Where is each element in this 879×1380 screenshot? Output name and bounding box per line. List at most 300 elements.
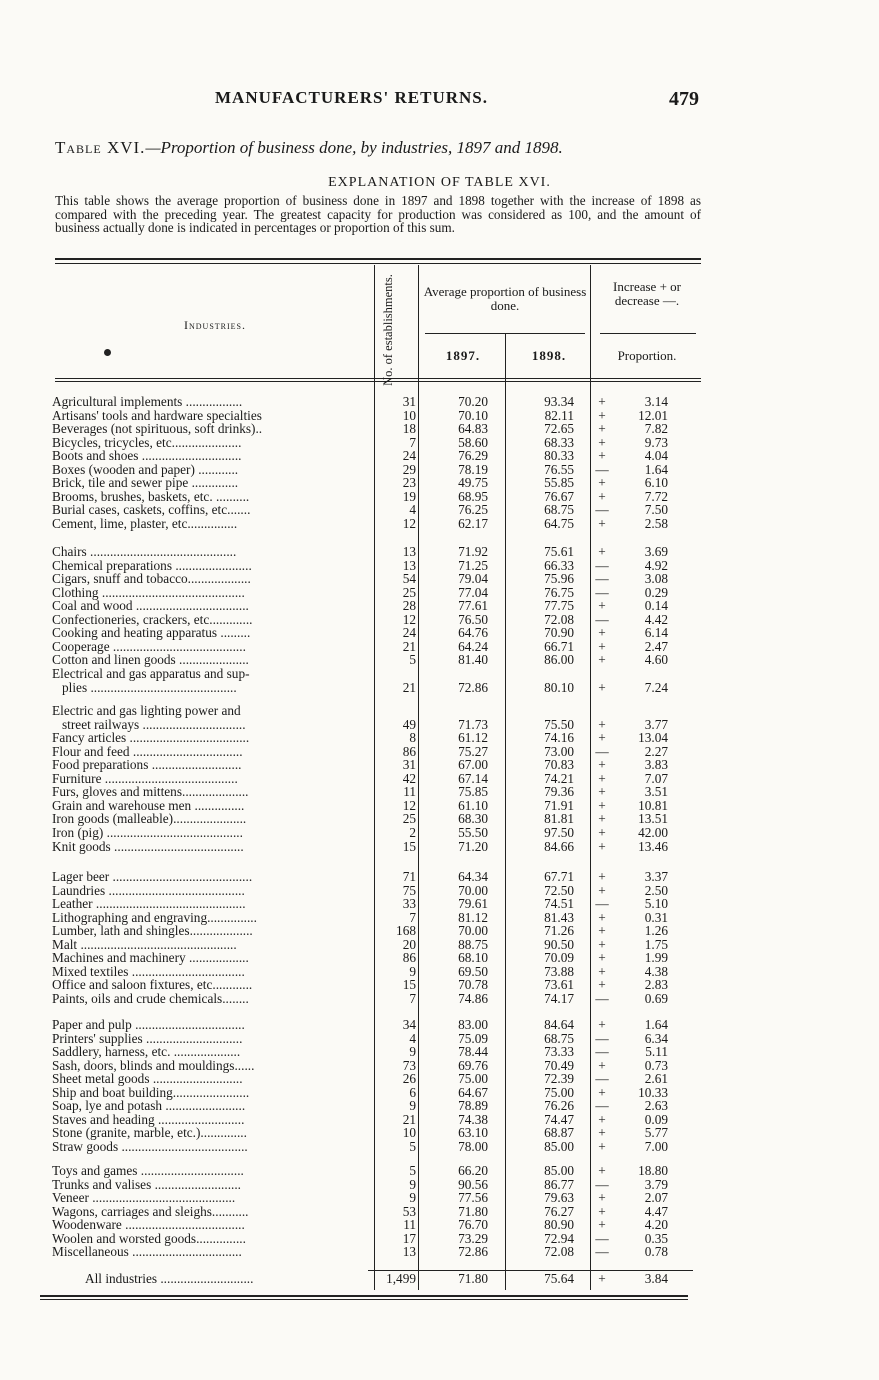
change-sign-cell: +	[598, 421, 606, 437]
change-sign-cell: +	[598, 1111, 606, 1127]
establishments-cell: 23	[402, 475, 416, 491]
change-value-cell: 2.50	[644, 882, 668, 898]
change-sign-cell: —	[595, 896, 609, 912]
proportion-1897-cell: 77.56	[458, 1190, 488, 1206]
change-value-cell: 4.04	[644, 448, 668, 464]
header-1897: 1897.	[445, 348, 481, 363]
change-value-cell: 6.14	[644, 625, 668, 641]
proportion-1897-cell: 76.70	[458, 1217, 488, 1233]
proportion-1898-cell: 84.66	[544, 838, 574, 854]
change-value-cell: 4.60	[644, 652, 668, 668]
change-sign-cell: +	[598, 1163, 606, 1178]
proportion-1897-cell: 71.80	[458, 1203, 488, 1219]
change-value-cell: 3.08	[644, 571, 668, 587]
proportion-1897-cell: 88.75	[458, 936, 488, 952]
proportion-1898-cell: 76.67	[544, 488, 574, 504]
establishments-cell: 73	[402, 1057, 416, 1073]
proportion-1897-cell: 75.27	[458, 743, 488, 759]
proportion-1898-cell: 68.75	[544, 502, 574, 518]
establishments-cell: 54	[402, 571, 416, 587]
proportion-1898-cell: 72.94	[544, 1230, 574, 1246]
proportion-1898-cell: 81.43	[544, 909, 574, 925]
table-top-rule-thin	[55, 263, 701, 264]
industry-cell: Flour and feed .................................	[52, 743, 243, 759]
table-row	[0, 840, 879, 854]
change-value-cell: 7.00	[644, 1139, 668, 1154]
establishments-cell: 26	[402, 1071, 416, 1087]
industry-cell: plies ............................................	[62, 679, 237, 695]
industry-cell: Sash, doors, blinds and mouldings......	[52, 1057, 255, 1073]
proportion-1898-cell: 75.96	[544, 571, 574, 587]
total-row	[0, 1272, 879, 1286]
proportion-1897-cell: 64.83	[458, 421, 488, 437]
change-value-cell: 3.69	[644, 544, 668, 559]
proportion-1898-cell: 71.91	[544, 797, 574, 813]
table-row	[0, 826, 879, 840]
industry-cell: Wagons, carriages and sleighs...........	[52, 1203, 249, 1219]
proportion-1898-cell: 77.75	[544, 598, 574, 614]
proportion-1898-cell: 74.16	[544, 730, 574, 746]
establishments-cell: 20	[402, 936, 416, 952]
proportion-1897-cell: 70.10	[458, 407, 488, 423]
header-average-proportion: Average proportion of business done.	[423, 284, 587, 313]
establishments-cell: 33	[402, 896, 416, 912]
establishments-cell: 11	[403, 784, 416, 800]
table-row	[0, 395, 879, 409]
industry-cell: Boxes (wooden and paper) ............	[52, 461, 239, 477]
establishments-cell: 86	[402, 743, 416, 759]
table-row	[0, 1018, 879, 1032]
proportion-1897-cell: 78.89	[458, 1098, 488, 1114]
proportion-1897-cell: 75.85	[458, 784, 488, 800]
proportion-1898-cell: 74.21	[544, 770, 574, 786]
establishments-cell: 24	[402, 448, 416, 464]
change-sign-cell: +	[598, 488, 606, 504]
change-sign-cell: —	[595, 743, 609, 759]
proportion-1897-cell: 76.25	[458, 502, 488, 518]
proportion-1898-cell: 80.90	[544, 1217, 574, 1233]
table-row	[0, 897, 879, 911]
industry-cell: Lager beer ..........................................	[52, 869, 253, 884]
industry-cell: Office and saloon fixtures, etc............	[52, 977, 253, 993]
industry-cell: Malt ...............................................	[52, 936, 237, 952]
proportion-1897-cell: 90.56	[458, 1176, 488, 1192]
change-value-cell: 2.58	[644, 516, 668, 531]
industry-cell: Toys and games ...............................	[52, 1163, 244, 1178]
establishments-cell: 9	[409, 1190, 416, 1206]
change-value-cell: 4.38	[644, 963, 668, 979]
change-sign-cell: +	[598, 1217, 606, 1233]
proportion-1898-cell: 80.10	[544, 679, 574, 695]
running-title: MANUFACTURERS' RETURNS.	[215, 88, 488, 107]
change-value-cell: 9.73	[644, 434, 668, 450]
industry-cell: Coal and wood ..................................	[52, 598, 249, 614]
establishments-cell: 13	[402, 544, 416, 559]
industry-cell: Chairs ............................................	[52, 544, 237, 559]
table-row	[0, 731, 879, 745]
proportion-1898-cell: 90.50	[544, 936, 574, 952]
change-value-cell: 4.42	[644, 611, 668, 627]
industry-cell: Woolen and worsted goods...............	[52, 1230, 246, 1246]
bullet-mark	[104, 349, 111, 356]
industry-cell: Iron goods (malleable)......................	[52, 811, 247, 827]
industry-cell: Mixed textiles ..................................	[52, 963, 245, 979]
change-value-cell: 5.11	[645, 1044, 668, 1060]
industry-cell: Grain and warehouse men ...............	[52, 797, 245, 813]
industry-cell: Cigars, snuff and tobacco...................	[52, 571, 251, 587]
change-value-cell: 13.04	[638, 730, 668, 746]
establishments-cell: 13	[402, 1244, 416, 1260]
proportion-1898-cell: 73.00	[544, 743, 574, 759]
proportion-1897-cell: 55.50	[458, 825, 488, 840]
change-value-cell: 2.07	[644, 1190, 668, 1206]
change-value-cell: 0.14	[644, 598, 668, 614]
industry-cell: Leather .............................................	[52, 896, 246, 912]
change-sign-cell: —	[595, 611, 609, 627]
proportion-1898-cell: 86.00	[544, 652, 574, 668]
proportion-1897-cell: 76.50	[458, 611, 488, 627]
industry-cell: Furs, gloves and mittens....................	[52, 784, 249, 800]
change-sign-cell: +	[598, 434, 606, 450]
proportion-1898-cell: 70.49	[544, 1057, 574, 1073]
proportion-1898-cell: 73.88	[544, 963, 574, 979]
establishments-cell: 168	[396, 923, 416, 939]
proportion-1897-cell: 83.00	[458, 1017, 488, 1032]
proportion-1898-cell: 74.17	[544, 991, 574, 1006]
proportion-1898-cell: 68.87	[544, 1125, 574, 1141]
establishments-cell: 11	[403, 1217, 416, 1233]
change-value-cell: 7.50	[644, 502, 668, 518]
total-label: All industries ............................	[85, 1271, 254, 1286]
industry-cell: Paints, oils and crude chemicals........	[52, 991, 249, 1006]
change-value-cell: 4.47	[644, 1203, 668, 1219]
proportion-1897-cell: 67.00	[458, 757, 488, 773]
change-value-cell: 5.10	[644, 896, 668, 912]
industry-cell: Chemical preparations .......................	[52, 557, 252, 573]
change-sign-cell: +	[598, 652, 606, 668]
proportion-1898-cell: 72.08	[544, 611, 574, 627]
change-value-cell: 42.00	[638, 825, 668, 840]
total-establishments: 1,499	[386, 1271, 416, 1286]
total-1898: 75.64	[544, 1271, 574, 1286]
proportion-1897-cell: 71.20	[458, 838, 488, 854]
proportion-1898-cell: 66.71	[544, 638, 574, 654]
change-value-cell: 3.37	[644, 869, 668, 884]
establishments-cell: 12	[402, 797, 416, 813]
change-value-cell: 3.83	[644, 757, 668, 773]
table-row	[0, 422, 879, 436]
explanation-heading: EXPLANATION OF TABLE XVI.	[328, 175, 551, 190]
industry-cell: Stone (granite, marble, etc.)..............	[52, 1125, 247, 1141]
change-value-cell: 18.80	[638, 1163, 668, 1178]
proportion-1898-cell: 70.90	[544, 625, 574, 641]
change-sign-cell: +	[598, 1057, 606, 1073]
header-industries: Industries.	[184, 318, 246, 332]
proportion-1898-cell: 76.27	[544, 1203, 574, 1219]
header-establishments: No. of establishments.	[381, 274, 395, 386]
change-sign-cell: +	[598, 598, 606, 614]
change-value-cell: 12.01	[638, 407, 668, 423]
change-value-cell: 2.63	[644, 1098, 668, 1114]
proportion-1897-cell: 71.25	[458, 557, 488, 573]
establishments-cell: 49	[402, 716, 416, 732]
establishments-cell: 10	[402, 407, 416, 423]
explanation-text: This table shows the average proportion of business done in 1897 and 1898 together with the increase of 1898 as compared with the preceding year. The greatest capacity for production was considered as 100, and the amount of business actually done is indicated in percentages or proportion of this sum.	[55, 193, 701, 235]
change-value-cell: 6.34	[644, 1030, 668, 1046]
change-sign-cell: —	[595, 1044, 609, 1060]
proportion-1898-cell: 68.75	[544, 1030, 574, 1046]
change-sign-cell: —	[595, 1244, 609, 1260]
industry-cell: street railways ...............................	[62, 716, 246, 732]
establishments-cell: 18	[402, 421, 416, 437]
establishments-cell: 4	[409, 1030, 416, 1046]
proportion-1897-cell: 58.60	[458, 434, 488, 450]
proportion-1897-cell: 61.12	[458, 730, 488, 746]
change-value-cell: 1.26	[644, 923, 668, 939]
industry-cell: Iron (pig) .........................................	[52, 825, 243, 840]
proportion-1897-cell: 81.40	[458, 652, 488, 668]
industry-cell: Bicycles, tricycles, etc.....................	[52, 434, 242, 450]
establishments-cell: 17	[402, 1230, 416, 1246]
proportion-1898-cell: 55.85	[544, 475, 574, 491]
change-sign-cell: +	[598, 730, 606, 746]
proportion-1897-cell: 68.10	[458, 950, 488, 966]
table-bottom-rule	[40, 1295, 688, 1297]
proportion-1897-cell: 81.12	[458, 909, 488, 925]
establishments-cell: 8	[409, 730, 416, 746]
table-row	[0, 667, 879, 681]
industry-cell: Electric and gas lighting power and	[52, 703, 241, 718]
establishments-cell: 86	[402, 950, 416, 966]
header-1898: 1898.	[531, 348, 567, 363]
industry-cell: Brick, tile and sewer pipe ..............	[52, 475, 239, 491]
change-value-cell: 2.61	[644, 1071, 668, 1087]
change-sign-cell: +	[598, 716, 606, 732]
table-title-label: Table XVI.	[55, 138, 146, 157]
proportion-1897-cell: 77.04	[458, 584, 488, 600]
change-value-cell: 7.07	[644, 770, 668, 786]
change-value-cell: 4.20	[644, 1217, 668, 1233]
change-value-cell: 3.51	[644, 784, 668, 800]
change-sign-cell: +	[598, 1017, 606, 1032]
table-row	[0, 1164, 879, 1178]
proportion-1897-cell: 71.73	[458, 716, 488, 732]
establishments-cell: 9	[409, 1176, 416, 1192]
change-sign-cell: —	[595, 557, 609, 573]
change-value-cell: 0.78	[644, 1244, 668, 1260]
change-value-cell: 2.27	[644, 743, 668, 759]
total-change-sign: +	[598, 1271, 606, 1286]
establishments-cell: 9	[409, 1044, 416, 1060]
proportion-1898-cell: 74.51	[544, 896, 574, 912]
change-value-cell: 5.77	[644, 1125, 668, 1141]
establishments-cell: 15	[402, 977, 416, 993]
change-sign-cell: +	[598, 544, 606, 559]
proportion-1897-cell: 69.50	[458, 963, 488, 979]
establishments-cell: 12	[402, 611, 416, 627]
industry-cell: Cotton and linen goods .....................	[52, 652, 249, 668]
proportion-1897-cell: 74.38	[458, 1111, 488, 1127]
industry-cell: Saddlery, harness, etc. ....................	[52, 1044, 241, 1060]
change-sign-cell: +	[598, 475, 606, 491]
change-sign-cell: +	[598, 625, 606, 641]
establishments-cell: 6	[409, 1084, 416, 1100]
proportion-1898-cell: 70.09	[544, 950, 574, 966]
change-sign-cell: +	[598, 1203, 606, 1219]
total-1897: 71.80	[458, 1271, 488, 1286]
proportion-1898-cell: 93.34	[544, 394, 574, 409]
proportion-1897-cell: 67.14	[458, 770, 488, 786]
change-value-cell: 1.99	[644, 950, 668, 966]
change-header-rule	[600, 333, 696, 334]
change-sign-cell: +	[598, 963, 606, 979]
establishments-cell: 31	[402, 394, 416, 409]
establishments-cell: 42	[402, 770, 416, 786]
establishments-cell: 13	[402, 557, 416, 573]
proportion-1898-cell: 68.33	[544, 434, 574, 450]
proportion-1897-cell: 76.29	[458, 448, 488, 464]
change-sign-cell: —	[595, 1030, 609, 1046]
proportion-1897-cell: 78.19	[458, 461, 488, 477]
industry-cell: Trunks and valises ..........................	[52, 1176, 241, 1192]
industry-cell: Burial cases, caskets, coffins, etc.......	[52, 502, 251, 518]
change-value-cell: 4.92	[644, 557, 668, 573]
change-value-cell: 0.31	[644, 909, 668, 925]
proportion-1898-cell: 74.47	[544, 1111, 574, 1127]
table-top-rule	[55, 258, 701, 260]
proportion-1897-cell: 64.76	[458, 625, 488, 641]
proportion-1898-cell: 70.83	[544, 757, 574, 773]
establishments-cell: 9	[409, 963, 416, 979]
change-value-cell: 1.64	[644, 461, 668, 477]
proportion-1897-cell: 63.10	[458, 1125, 488, 1141]
proportion-1897-cell: 70.00	[458, 923, 488, 939]
proportion-1898-cell: 75.61	[544, 544, 574, 559]
change-value-cell: 7.24	[644, 679, 668, 695]
proportion-1898-cell: 72.50	[544, 882, 574, 898]
change-sign-cell: +	[598, 923, 606, 939]
establishments-cell: 9	[409, 1098, 416, 1114]
establishments-cell: 21	[402, 1111, 416, 1127]
industry-cell: Food preparations ...........................	[52, 757, 242, 773]
proportion-1898-cell: 71.26	[544, 923, 574, 939]
industry-cell: Veneer ...........................................	[52, 1190, 236, 1206]
table-row	[0, 681, 879, 695]
proportion-1898-cell: 85.00	[544, 1163, 574, 1178]
change-value-cell: 10.81	[638, 797, 668, 813]
change-sign-cell: +	[598, 936, 606, 952]
change-value-cell: 1.75	[644, 936, 668, 952]
industry-cell: Beverages (not spirituous, soft drinks)..	[52, 421, 263, 437]
proportion-1897-cell: 78.44	[458, 1044, 488, 1060]
change-value-cell: 3.14	[644, 394, 668, 409]
change-value-cell: 1.64	[644, 1017, 668, 1032]
proportion-1897-cell: 77.61	[458, 598, 488, 614]
proportion-1897-cell: 66.20	[458, 1163, 488, 1178]
page-number: 479	[669, 88, 699, 110]
change-sign-cell: —	[595, 1098, 609, 1114]
table-row	[0, 992, 879, 1006]
proportion-1897-cell: 64.67	[458, 1084, 488, 1100]
proportion-1897-cell: 79.04	[458, 571, 488, 587]
change-value-cell: 3.77	[644, 716, 668, 732]
change-value-cell: 7.72	[644, 488, 668, 504]
table-row	[0, 1191, 879, 1205]
proportion-1898-cell: 80.33	[544, 448, 574, 464]
change-value-cell: 6.10	[644, 475, 668, 491]
industry-cell: Straw goods ......................................	[52, 1139, 248, 1154]
industry-cell: Brooms, brushes, baskets, etc. ..........	[52, 488, 250, 504]
proportion-1897-cell: 64.24	[458, 638, 488, 654]
change-sign-cell: +	[598, 838, 606, 854]
proportion-1897-cell: 71.92	[458, 544, 488, 559]
proportion-1897-cell: 78.00	[458, 1139, 488, 1154]
change-sign-cell: +	[598, 757, 606, 773]
change-sign-cell: +	[598, 784, 606, 800]
table-row	[0, 1245, 879, 1259]
proportion-1898-cell: 76.75	[544, 584, 574, 600]
proportion-1898-cell: 84.64	[544, 1017, 574, 1032]
industry-cell: Cooking and heating apparatus .........	[52, 625, 251, 641]
industry-cell: Miscellaneous .................................	[52, 1244, 242, 1260]
industry-cell: Machines and machinery ..................	[52, 950, 249, 966]
proportion-1897-cell: 72.86	[458, 679, 488, 695]
proportion-1897-cell: 73.29	[458, 1230, 488, 1246]
change-sign-cell: +	[598, 950, 606, 966]
proportion-1898-cell: 64.75	[544, 516, 574, 531]
industry-cell: Knit goods .......................................	[52, 838, 244, 854]
industry-cell: Woodenware ....................................	[52, 1217, 245, 1233]
change-sign-cell: +	[598, 394, 606, 409]
change-sign-cell: +	[598, 1084, 606, 1100]
change-value-cell: 3.79	[644, 1176, 668, 1192]
header-bottom-rule-2	[55, 381, 701, 382]
proportion-1897-cell: 68.95	[458, 488, 488, 504]
establishments-cell: 2	[409, 825, 416, 840]
header-proportion: Proportion.	[617, 348, 677, 363]
change-value-cell: 2.47	[644, 638, 668, 654]
industry-cell: Cooperage ........................................	[52, 638, 246, 654]
change-value-cell: 0.69	[644, 991, 668, 1006]
establishments-cell: 71	[402, 869, 416, 884]
industry-cell: Clothing ...........................................	[52, 584, 245, 600]
change-value-cell: 0.29	[644, 584, 668, 600]
table-row	[0, 870, 879, 884]
total-change-value: 3.84	[644, 1271, 668, 1286]
change-sign-cell: +	[598, 407, 606, 423]
change-sign-cell: —	[595, 1071, 609, 1087]
proportion-1897-cell: 72.86	[458, 1244, 488, 1260]
change-value-cell: 7.82	[644, 421, 668, 437]
change-sign-cell: +	[598, 679, 606, 695]
proportion-1898-cell: 72.08	[544, 1244, 574, 1260]
establishments-cell: 75	[402, 882, 416, 898]
establishments-cell: 25	[402, 811, 416, 827]
change-sign-cell: —	[595, 502, 609, 518]
industry-cell: Electrical and gas apparatus and sup-	[52, 666, 250, 681]
change-sign-cell: +	[598, 448, 606, 464]
proportion-1897-cell: 64.34	[458, 869, 488, 884]
table-title	[55, 138, 715, 158]
change-sign-cell: +	[598, 1139, 606, 1154]
table-row	[0, 517, 879, 531]
proportion-1898-cell: 82.11	[544, 407, 574, 423]
industry-cell: Paper and pulp .................................	[52, 1017, 245, 1032]
table-row	[0, 545, 879, 559]
table-title-caption: —Proportion of business done, by industries, 1897 and 1898.	[145, 138, 563, 157]
industry-cell: Printers' supplies .............................	[52, 1030, 243, 1046]
table-row	[0, 1140, 879, 1154]
